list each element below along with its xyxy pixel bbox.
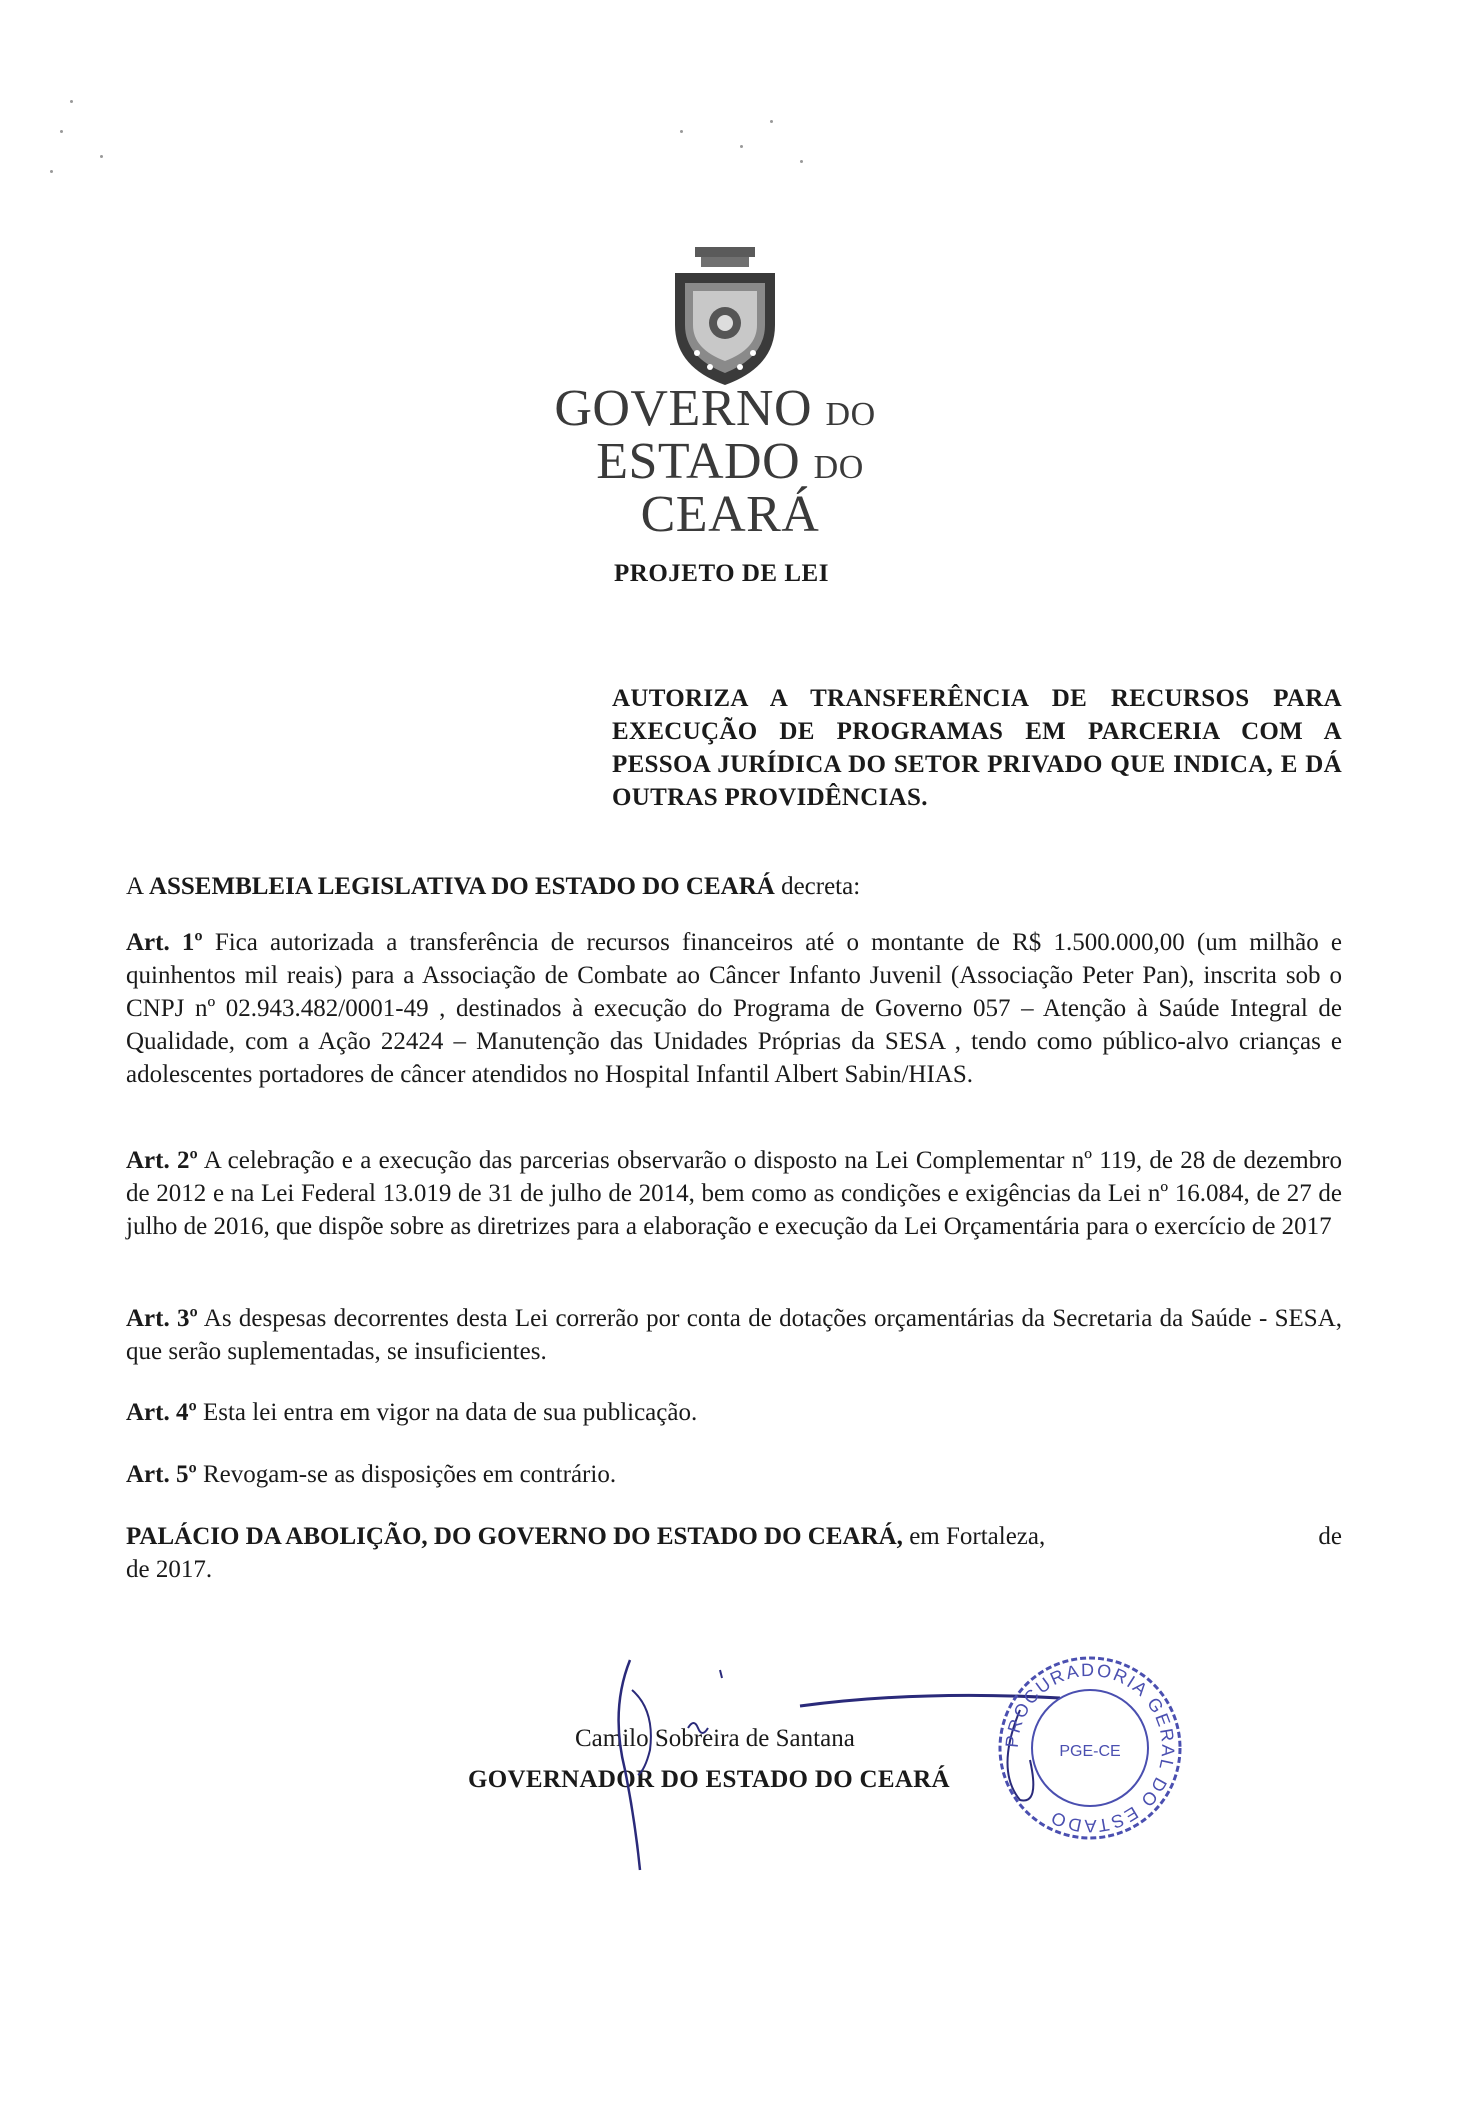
- enacting-clause: [126, 870, 1342, 903]
- article-1: [126, 926, 1342, 1091]
- article-3: [126, 1302, 1342, 1368]
- closing-place: em Fortaleza,: [909, 1523, 1046, 1550]
- closing-clause: [126, 1520, 1342, 1586]
- article-text: A celebração e a execução das parcerias observarão o disposto na Lei Complementar nº 119, de 28 de dezembro de 2012 e na Lei Federal 13.019 de 31 de julho de 2014, bem como as condições e exigências da Lei nº 16.084, de 27 de julho de 2016, que dispõe sobre as diretrizes para a elaboração e execução da Lei Orçamentária para o exercício de 2017: [126, 1147, 1343, 1240]
- gov-word-ceara: CEARÁ: [640, 486, 820, 544]
- gov-word-estado: ESTADO: [596, 433, 801, 491]
- article-text: Fica autorizada a transferência de recursos financeiros até o montante de R$ 1.500.000,00 (um milhão e quinhentos mil reais) para a Associação de Combate ao Câncer Infanto Juvenil (Associação Peter Pan), inscrita sob o CNPJ nº 02.943.482/0001-49 , destinados à execução do Programa de Governo 057 – Atenção à Saúde Integral de Qualidade, com a Ação 22424 – Manutenção das Unidades Próprias da SESA , tendo como público-alvo crianças e adolescentes portadores de câncer atendidos no Hospital Infantil Albert Sabin/HIAS.: [126, 929, 1343, 1088]
- enacting-prefix: A: [126, 873, 143, 900]
- article-label: Art. 5º: [126, 1461, 197, 1488]
- enacting-assembly: ASSEMBLEIA LEGISLATIVA DO ESTADO DO CEARÁ: [148, 873, 775, 900]
- article-2: [126, 1144, 1342, 1243]
- article-label: Art. 3º: [126, 1305, 198, 1332]
- closing-year: de 2017.: [126, 1556, 213, 1583]
- closing-palace: PALÁCIO DA ABOLIÇÃO, DO GOVERNO DO ESTADO DO CEARÁ,: [126, 1523, 903, 1550]
- article-label: Art. 4º: [126, 1399, 197, 1426]
- ceara-coat-of-arms-icon: [665, 245, 785, 390]
- stamp-text: PROCURADORIA GERAL DO ESTADO: [1001, 1659, 1179, 1837]
- enacting-suffix: decreta:: [781, 873, 861, 900]
- closing-de: de: [1318, 1523, 1342, 1550]
- stamp-abbr: PGE-CE: [1059, 1743, 1121, 1760]
- law-summary: AUTORIZA A TRANSFERÊNCIA DE RECURSOS PARA EXECUÇÃO DE PROGRAMAS EM PARCERIA COM A PESSOA JURÍDICA DO SETOR PRIVADO QUE INDICA, E DÁ OUTRAS PROVIDÊNCIAS.: [612, 685, 1342, 811]
- gov-word-do: DO: [825, 396, 876, 433]
- article-4: [126, 1396, 1342, 1429]
- government-logotype: [530, 380, 930, 544]
- article-label: Art. 1º: [126, 929, 203, 956]
- procuradoria-stamp-icon: [990, 1648, 1190, 1848]
- article-text: As despesas decorrentes desta Lei correrão por conta de dotações orçamentárias da Secretaria da Saúde - SESA, que serão suplementadas, se insuficientes.: [126, 1305, 1343, 1365]
- signer-title: GOVERNADOR DO ESTADO DO CEARÁ: [468, 1766, 950, 1793]
- article-text: Esta lei entra em vigor na data de sua publicação.: [202, 1399, 698, 1426]
- article-label: Art. 2º: [126, 1147, 198, 1174]
- article-text: Revogam-se as disposições em contrário.: [202, 1461, 617, 1488]
- signer-name: Camilo Sobreira de Santana: [575, 1725, 855, 1752]
- article-5: [126, 1458, 1342, 1491]
- gov-word-do-2: DO: [813, 449, 864, 487]
- document-type-heading: PROJETO DE LEI: [614, 560, 829, 587]
- gov-word-governo: GOVERNO: [554, 380, 813, 437]
